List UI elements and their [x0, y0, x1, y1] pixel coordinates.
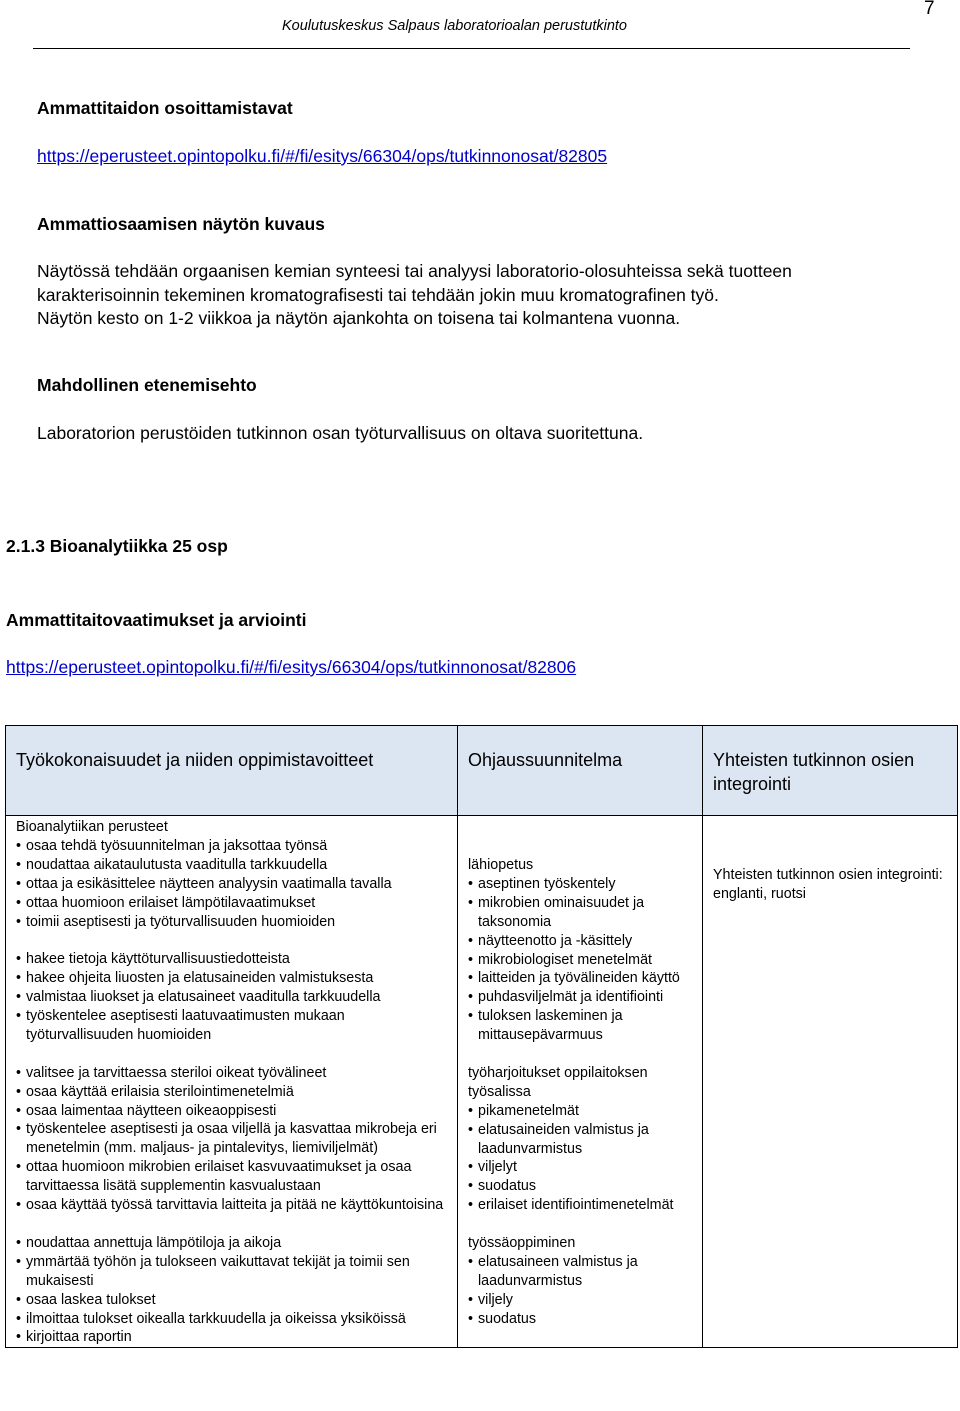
running-header: Koulutuskeskus Salpaus laboratorioalan perustutkinto	[282, 18, 627, 34]
header-rule	[33, 48, 910, 49]
list-item: • ottaa huomioon erilaiset lämpötilavaatimukset	[16, 894, 449, 913]
list-item: • suodatus	[468, 1310, 694, 1329]
description-line: karakterisoinnin tekeminen kromatografisesti tai tehdään jokin muu kromatografinen työ.	[37, 284, 719, 305]
list-item: • mikrobien ominaisuudet ja taksonomia	[468, 894, 694, 932]
eperusteet-link-82805[interactable]: https://eperusteet.opintopolku.fi/#/fi/esitys/66304/ops/tutkinnonosat/82805	[37, 146, 608, 166]
guidance-list-1	[468, 875, 694, 1045]
cell-guidance-plan	[458, 816, 703, 1348]
integration-text: Yhteisten tutkinnon osien integrointi: englanti, ruotsi	[713, 867, 943, 902]
list-item: • ilmoittaa tulokset oikealla tarkkuudella ja oikeissa yksiköissä	[16, 1310, 449, 1329]
header-yhteisten: Yhteisten tutkinnon osien integrointi	[703, 726, 958, 816]
list-item: • kirjoittaa raportin	[16, 1328, 449, 1347]
condition-heading: Mahdollinen etenemisehto	[37, 375, 257, 395]
list-item: • työskentelee aseptisesti laatuvaatimusten mukaan työturvallisuuden huomioiden	[16, 1007, 449, 1045]
cell-learning-goals	[6, 816, 458, 1348]
list-item: • toimii aseptisesti ja työturvallisuuden huomioiden	[16, 913, 449, 932]
guidance-block-title: työharjoitukset oppilaitoksen työsalissa	[468, 1064, 648, 1100]
list-item: • laitteiden ja työvälineiden käyttö	[468, 969, 694, 988]
list-item: • ottaa ja esikäsittelee näytteen analyysin vaatimalla tavalla	[16, 875, 449, 894]
list-item: • ottaa huomioon mikrobien erilaiset kasvuvaatimukset ja osaa tarvittaessa lisätä supplementin kasvualustaan	[16, 1158, 449, 1196]
list-item: • puhdasviljelmät ja identifiointi	[468, 988, 694, 1007]
description-line: Näytössä tehdään orgaanisen kemian synteesi tai analyysi laboratorio-olosuhteissa sekä tuotteen	[37, 261, 792, 281]
competence-table	[5, 725, 958, 1348]
section-heading-ammattitaidon: Ammattitaidon osoittamistavat	[37, 98, 293, 118]
goal-list-1	[16, 837, 449, 932]
list-item: • tuloksen laskeminen ja mittausepävarmuus	[468, 1007, 694, 1045]
guidance-list-2	[468, 1102, 694, 1215]
list-item: • työskentelee aseptisesti ja osaa viljellä ja kasvattaa mikrobeja eri menetelmin (mm. maljaus- ja pintalevitys, liemiviljelmät)	[16, 1120, 449, 1158]
cell-common-integration	[703, 816, 958, 1348]
section-heading-bioanalytiikka: 2.1.3 Bioanalytiikka 25 osp	[6, 536, 228, 556]
eperusteet-link-82806[interactable]: https://eperusteet.opintopolku.fi/#/fi/esitys/66304/ops/tutkinnonosat/82806	[6, 657, 577, 677]
description-paragraph	[37, 260, 792, 331]
list-item: • viljelyt	[468, 1158, 694, 1177]
guidance-block-title: lähiopetus	[468, 857, 534, 873]
list-item: • osaa käyttää erilaisia sterilointimenetelmiä	[16, 1083, 449, 1102]
list-item: • valitsee ja tarvittaessa steriloi oikeat työvälineet	[16, 1064, 449, 1083]
condition-text: Laboratorion perustöiden tutkinnon osan työturvallisuus on oltava suoritettuna.	[37, 423, 644, 443]
description-line: Näytön kesto on 1-2 viikkoa ja näytön ajankohta on toisena tai kolmantena vuonna.	[37, 308, 681, 328]
table-header-row	[6, 726, 958, 816]
table-row	[6, 816, 958, 1348]
list-item: • elatusaineiden valmistus ja laadunvarmistus	[468, 1121, 694, 1159]
list-item: • suodatus	[468, 1177, 694, 1196]
page-number: 7	[924, 0, 935, 19]
cell-title: Bioanalytiikan perusteet	[16, 819, 168, 835]
list-item: • hakee ohjeita liuosten ja elatusaineiden valmistuksesta	[16, 969, 449, 988]
list-item: • noudattaa aikataulutusta vaaditulla tarkkuudella	[16, 856, 449, 875]
list-item: • noudattaa annettuja lämpötiloja ja aikoja	[16, 1234, 449, 1253]
list-item: • pikamenetelmät	[468, 1102, 694, 1121]
list-item: • osaa käyttää työssä tarvittavia laitteita ja pitää ne käyttökuntoisina	[16, 1196, 449, 1215]
goal-list-2	[16, 950, 449, 1045]
list-item: • osaa laimentaa näytteen oikeaoppisesti	[16, 1102, 449, 1121]
list-item: • näytteenotto ja -käsittely	[468, 932, 694, 951]
list-item: • aseptinen työskentely	[468, 875, 694, 894]
list-item: • erilaiset identifiointimenetelmät	[468, 1196, 694, 1215]
list-item: • osaa laskea tulokset	[16, 1291, 449, 1310]
goal-list-4	[16, 1234, 449, 1347]
header-ohjaussuunnitelma: Ohjaussuunnitelma	[458, 726, 703, 816]
goal-list-3	[16, 1064, 449, 1215]
list-item: • viljely	[468, 1291, 694, 1310]
list-item: • osaa tehdä työsuunnitelman ja jaksottaa työnsä	[16, 837, 449, 856]
list-item: • ymmärtää työhön ja tulokseen vaikuttavat tekijät ja toimii sen mukaisesti	[16, 1253, 449, 1291]
list-item: • mikrobiologiset menetelmät	[468, 951, 694, 970]
list-item: • valmistaa liuokset ja elatusaineet vaaditulla tarkkuudella	[16, 988, 449, 1007]
list-item: • elatusaineen valmistus ja laadunvarmistus	[468, 1253, 694, 1291]
guidance-block-title: työssäoppiminen	[468, 1235, 576, 1252]
subsection-heading: Ammattitaitovaatimukset ja arviointi	[6, 610, 307, 630]
header-tyokokonaisuudet: Työkokonaisuudet ja niiden oppimistavoitteet	[6, 726, 458, 816]
guidance-list-3	[468, 1253, 694, 1329]
list-item: • hakee tietoja käyttöturvallisuustiedotteista	[16, 950, 449, 969]
description-heading: Ammattiosaamisen näytön kuvaus	[37, 214, 325, 234]
